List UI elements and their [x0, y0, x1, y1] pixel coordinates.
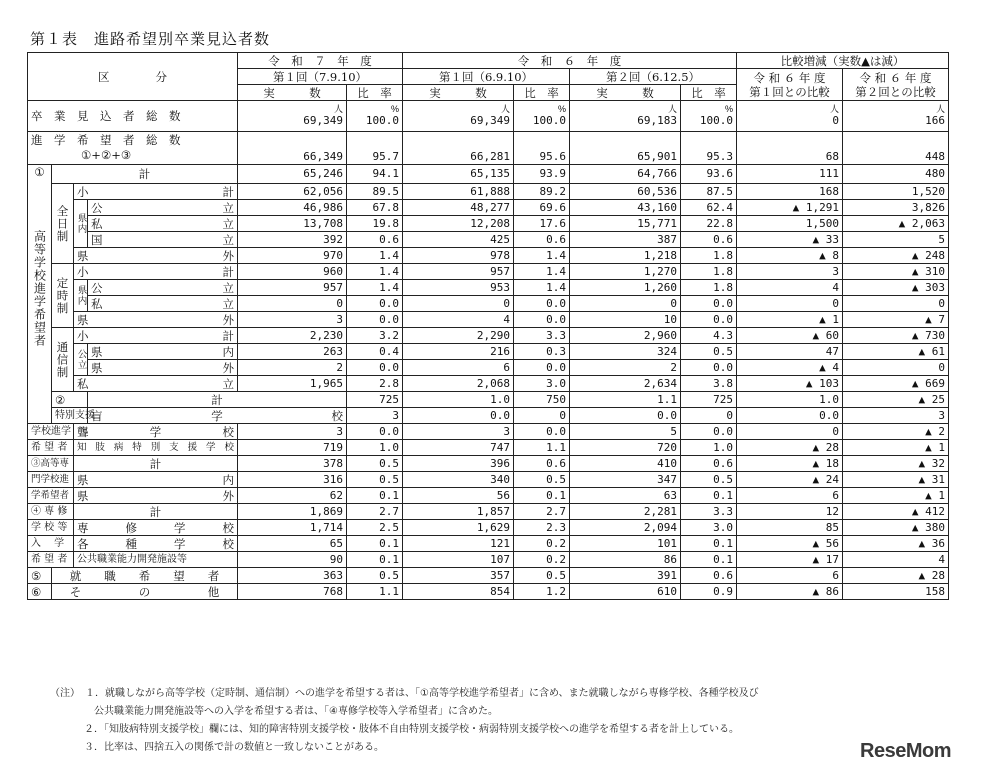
kouritsu-label: 公立	[74, 344, 88, 376]
note-1: （注） １．就職しながら高等学校（定時制、通信制）への進学を希望する者は、「①高等学校進学希望者」に含め、また就職しながら専修学校、各種学校及び	[50, 688, 759, 699]
header-r6-round1: 第１回（6.9.10）	[403, 69, 570, 85]
table-row: 国 立 392 0.6 425 0.6 387 0.6 ▲ 33 5	[28, 232, 949, 248]
table-row: 希 望 者 知 肢 病 特 別 支 援 学 校 719 1.0 747 1.1 720 1.0 ▲ 28 ▲ 1	[28, 440, 949, 456]
table-row: 県 外 2 0.0 6 0.0 2 0.0 ▲ 4 0	[28, 360, 949, 376]
header-jissu: 実 数	[570, 85, 681, 101]
table-row: 学希望者 県 外 62 0.1 56 0.1 63 0.1 6 ▲ 1	[28, 488, 949, 504]
table-row: 県内 公 立 957 1.4 953 1.4 1,260 1.8 4 ▲ 303	[28, 280, 949, 296]
table-row: 卒 業 見 込 者 総 数 人 69,349 % 100.0 人 69,349 % 100.0 人 69,183 % 100.0 人 0 人 166	[28, 101, 949, 132]
header-kubun: 区 分	[28, 53, 238, 101]
table-row: 学 校 等 専 修 学 校 1,714 2.5 1,629 2.3 2,094 3.0 85 ▲ 380	[28, 520, 949, 536]
table-row: ① 高等学校進学希望者 計 65,246 94.1 65,135 93.9 64,766 93.6 111 480	[28, 165, 949, 184]
table-row: 全日制 小 計 62,056 89.5 61,888 89.2 60,536 87.5 168 1,520	[28, 184, 949, 200]
header-hiritsu: 比 率	[514, 85, 570, 101]
table-row: 私 立 13,708 19.8 12,208 17.6 15,771 22.8 1,500 ▲ 2,063	[28, 216, 949, 232]
note-2: ２．「知肢病特別支援学校」欄には、知的障害特別支援学校・肢体不自由特別支援学校・病弱特別支援学校への進学を希望する者を計上している。	[84, 724, 739, 735]
header-jissu: 実 数	[403, 85, 514, 101]
header-row-1	[28, 53, 949, 69]
table-row: 私 立 1,965 2.8 2,068 3.0 2,634 3.8 ▲ 103 ▲ 669	[28, 376, 949, 392]
table-row: 県 外 3 0.0 4 0.0 10 0.0 ▲ 1 ▲ 7	[28, 312, 949, 328]
group-1-cell: ① 高等学校進学希望者	[28, 165, 52, 424]
header-r7-round1: 第１回（7.9.10）	[238, 69, 403, 85]
header-hiritsu: 比 率	[681, 85, 737, 101]
table-row: 希 望 者 公共職業能力開発施設等 90 0.1 107 0.2 86 0.1 ▲ 17 4	[28, 552, 949, 568]
table-row: 通信制 小 計 2,230 3.2 2,290 3.3 2,960 4.3 ▲ 60 ▲ 730	[28, 328, 949, 344]
header-r7: 令 和 ７ 年 度	[238, 53, 403, 69]
header-hiritsu: 比 率	[347, 85, 403, 101]
table-row: 県内 公 立 46,986 67.8 48,277 69.6 43,160 62.4 ▲ 1,291 3,826	[28, 200, 949, 216]
table-row: 門学校進 県 内 316 0.5 340 0.5 347 0.5 ▲ 24 ▲ 31	[28, 472, 949, 488]
kennai-label: 県内	[74, 200, 88, 248]
table-row: ④ 専 修 計 1,869 2.7 1,857 2.7 2,281 3.3 12 ▲ 412	[28, 504, 949, 520]
footnotes	[50, 685, 759, 757]
header-cmp1: 令 和 ６ 年 度 第１回との比較	[737, 69, 843, 101]
note-1-cont: 公共職業能力開発施設等への入学を希望する者は、「④専修学校等入学希望者」に含めた。	[94, 706, 498, 717]
table-row: ② 計 725 1.0 750 1.1 725 1.0 ▲ 25	[28, 392, 949, 408]
table-row: 入 学 各 種 学 校 65 0.1 121 0.2 101 0.1 ▲ 56 ▲ 36	[28, 536, 949, 552]
header-r6: 令 和 ６ 年 度	[403, 53, 737, 69]
group-1-label: 高等学校進学希望者	[32, 229, 47, 347]
zennichi-label: 全日制	[52, 184, 74, 264]
table-row: ⑤ 就 職 希 望 者 363 0.5 357 0.5 391 0.6 6 ▲ 28	[28, 568, 949, 584]
header-compare: 比較増減（実数▲は減）	[737, 53, 949, 69]
tsushin-label: 通信制	[52, 328, 74, 392]
table-row: 公立 県 内 263 0.4 216 0.3 324 0.5 47 ▲ 61	[28, 344, 949, 360]
header-r6-round2: 第２回（6.12.5）	[570, 69, 737, 85]
statistics-table	[27, 52, 949, 600]
teiji-label: 定時制	[52, 264, 74, 328]
table-row: 学校進学 聾 学 校 3 0.0 3 0.0 5 0.0 0 ▲ 2	[28, 424, 949, 440]
header-jissu: 実 数	[238, 85, 347, 101]
table-row: ③高等専 計 378 0.5 396 0.6 410 0.6 ▲ 18 ▲ 32	[28, 456, 949, 472]
table-row: 私 立 0 0.0 0 0.0 0 0.0 0 0	[28, 296, 949, 312]
header-cmp2: 令 和 ６ 年 度 第２回との比較	[843, 69, 949, 101]
table-row: 進 学 希 望 者 総 数 ①+②+③ 66,349 95.7 66,281 95.6 65,901 95.3 68 448	[28, 132, 949, 165]
brand-logo: ReseMom	[860, 740, 951, 762]
note-3: ３．比率は、四捨五入の関係で計の数値と一致しないことがある。	[84, 742, 384, 753]
row-label: 卒 業 見 込 者 総 数	[28, 101, 238, 132]
row-label: 進 学 希 望 者 総 数 ①+②+③	[28, 132, 238, 165]
table-row: 県 外 970 1.4 978 1.4 1,218 1.8 ▲ 8 ▲ 248	[28, 248, 949, 264]
kennai-label: 県内	[74, 280, 88, 312]
table-row: 定時制 小 計 960 1.4 957 1.4 1,270 1.8 3 ▲ 310	[28, 264, 949, 280]
table-row: 特別支援 盲 学 校 3 0.0 0 0.0 0 0.0 3	[28, 408, 949, 424]
table-title: 第１表 進路希望別卒業見込者数	[30, 30, 271, 48]
table-row: ⑥ そ の 他 768 1.1 854 1.2 610 0.9 ▲ 86 158	[28, 584, 949, 600]
